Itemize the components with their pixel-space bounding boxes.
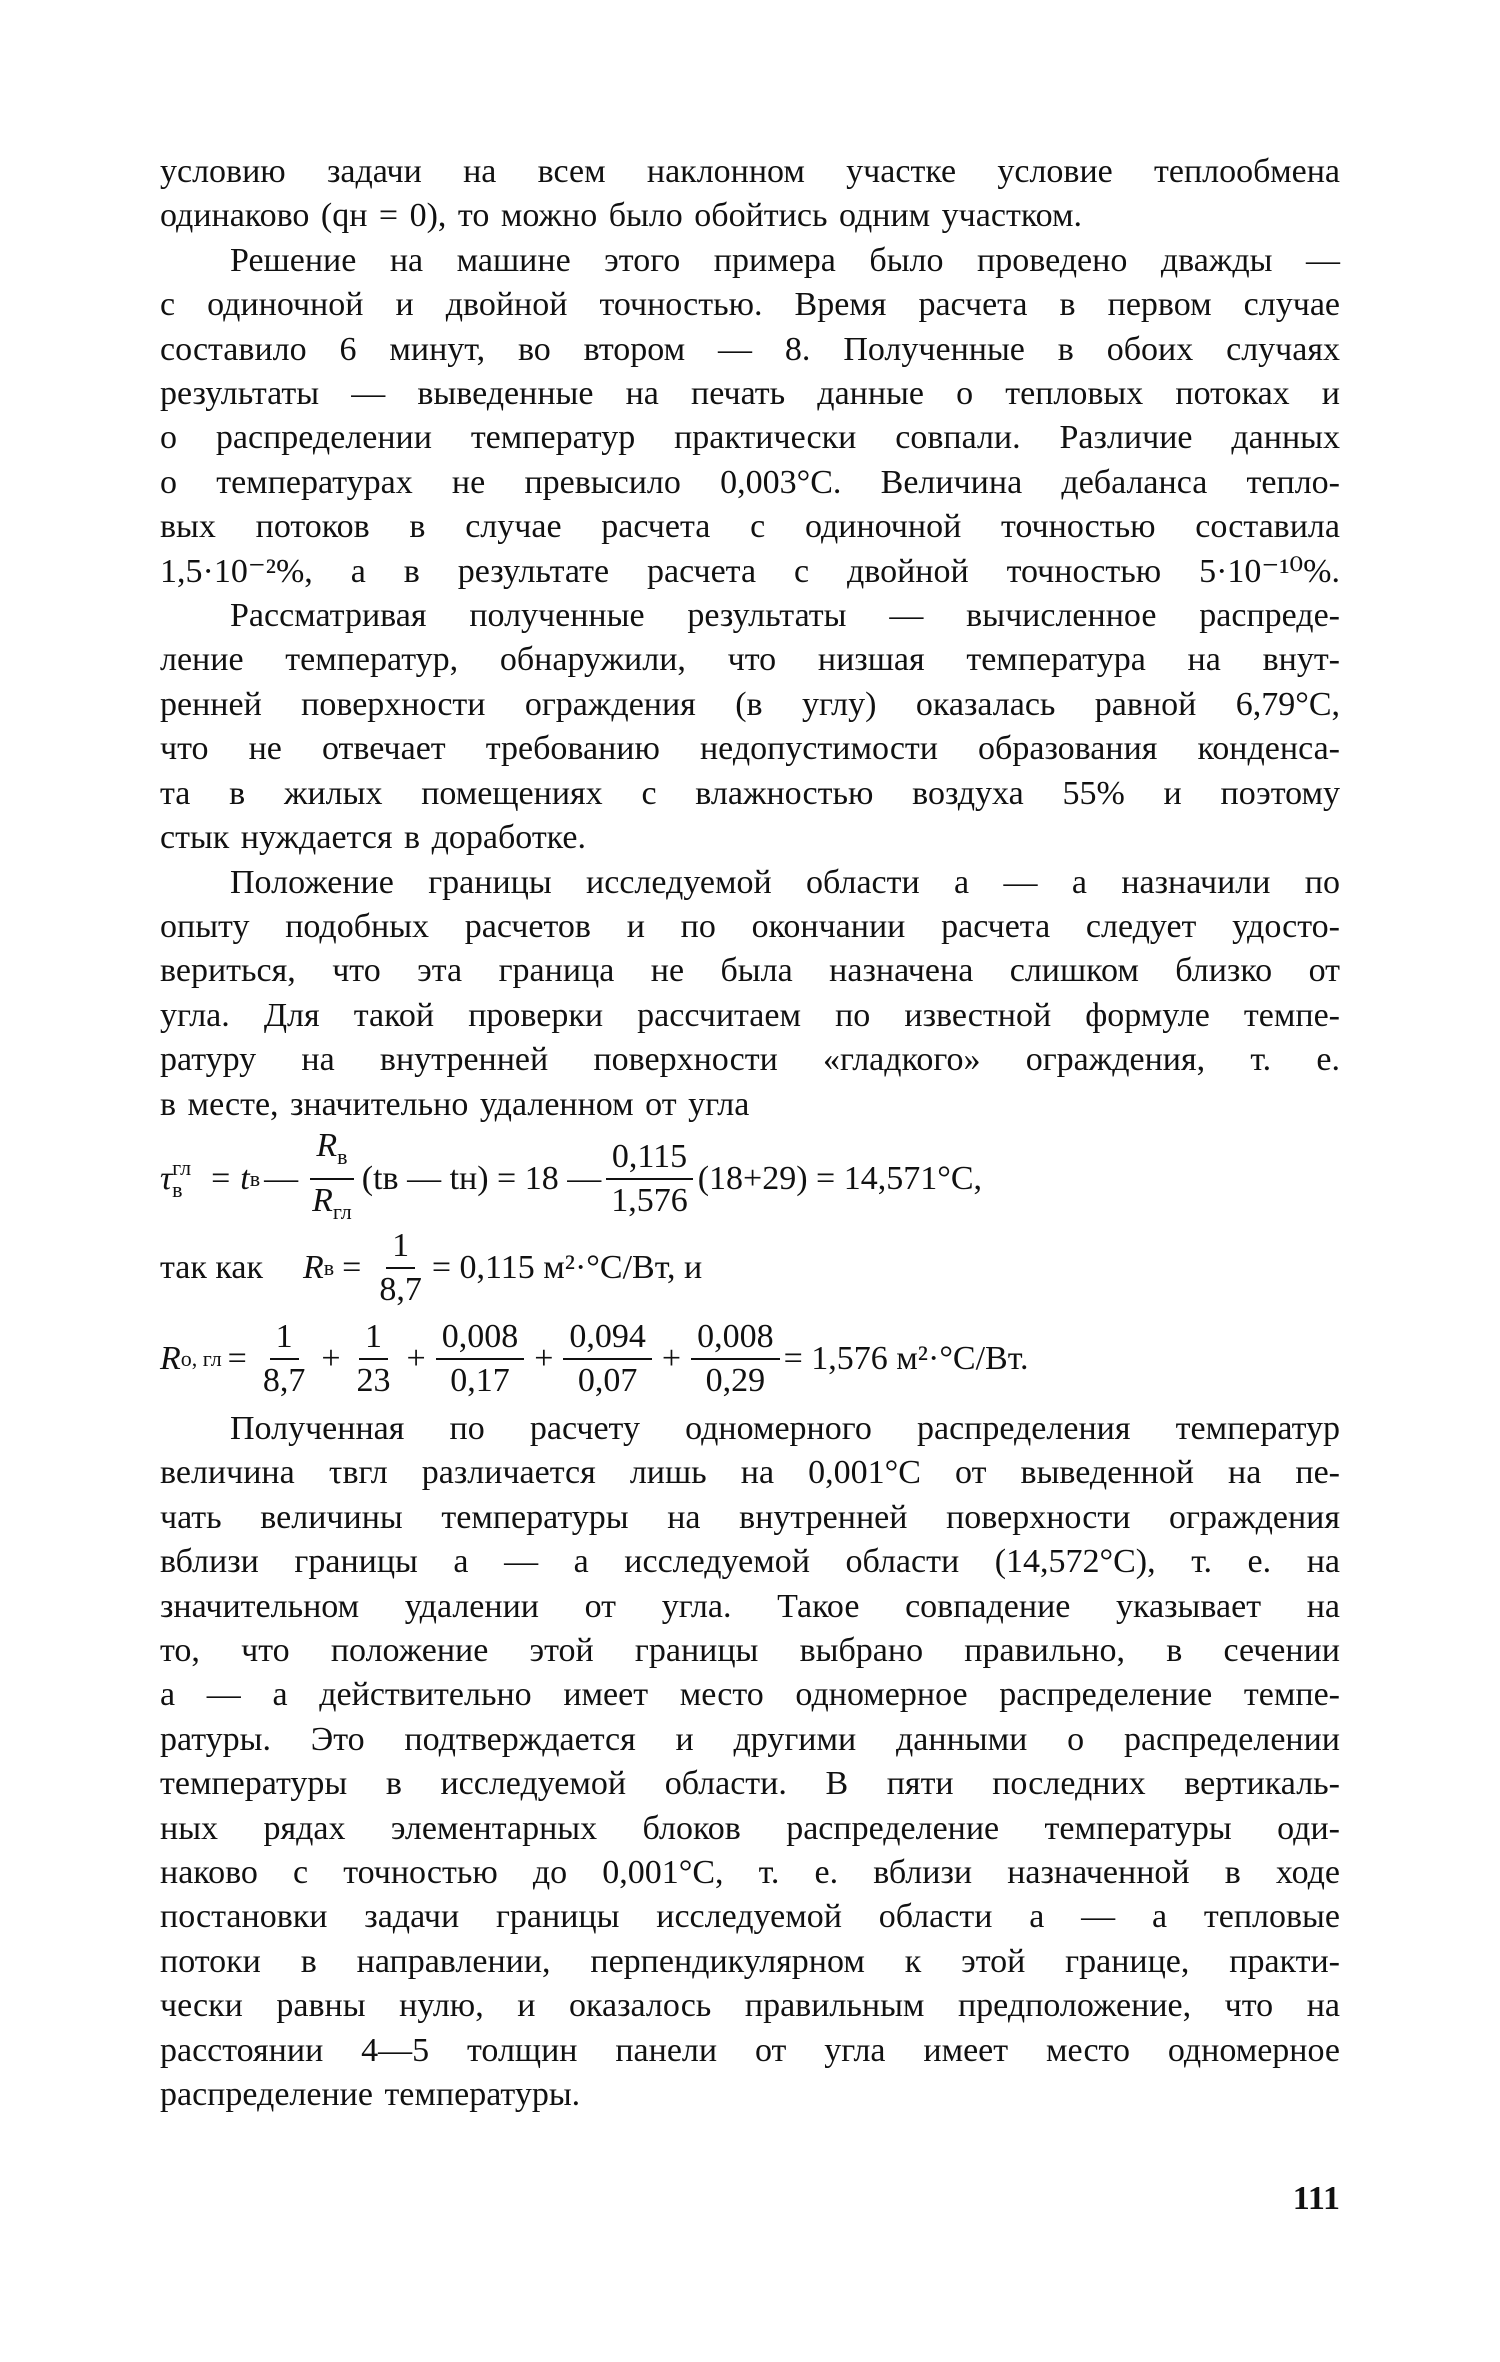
text-line: составило 6 минут, во втором — 8. Полученные в обоих случаях (160, 330, 1340, 368)
text-line: вблизи границы а — а исследуемой области (14,572°С), т. е. на (160, 1543, 1340, 1581)
formula-subscript: в (337, 1143, 348, 1169)
text-line: о температурах не превысило 0,003°С. Величина дебаланса тепло- (160, 463, 1340, 501)
formula-symbol: R (303, 1248, 324, 1286)
text-line: ных рядах элементарных блоков распределение температуры оди- (160, 1809, 1340, 1847)
formula-symbol: t (240, 1159, 250, 1197)
formula-plus: + (661, 1339, 682, 1377)
text-line: потоки в направлении, перпендикулярном к этой границе, практи- (160, 1942, 1340, 1980)
paragraph-1 (160, 150, 1340, 239)
formula-lead-text: так как (160, 1248, 263, 1286)
formula-equals: = (211, 1159, 231, 1197)
fraction-numerator: 0,094 (563, 1318, 652, 1360)
formula-text: = 0,115 м²·°С/Вт, и (431, 1248, 703, 1286)
text-line: постановки задачи границы исследуемой области а — а тепловые (160, 1898, 1340, 1936)
text-line: ратуры. Это подтверждается и другими данными о распределении (160, 1720, 1340, 1758)
text-line: одинаково (qн = 0), то можно было обойтись одним участком. (160, 197, 1082, 235)
fraction-denominator: 8,7 (262, 1361, 306, 1399)
formula-text: = 1,576 м²·°С/Вт. (783, 1339, 1029, 1377)
fraction-numerator: 1 (270, 1318, 299, 1360)
text-line: температуры в исследуемой области. В пяти последних вертикаль- (160, 1765, 1340, 1803)
text-line: а — а действительно имеет место одномерное распределение темпе- (160, 1676, 1340, 1714)
formula-superscript: гл (172, 1154, 192, 1180)
text-line: результаты — выведенные на печать данные о тепловых потоках и (160, 375, 1340, 413)
page-number: 111 (1292, 2180, 1340, 2217)
fraction-denominator: 8,7 (379, 1270, 422, 1308)
fraction-denominator: 23 (356, 1361, 391, 1399)
fraction-denominator: 0,29 (705, 1361, 766, 1399)
formula-plus: + (321, 1339, 341, 1377)
paragraph-3 (160, 594, 1340, 860)
text-line: что не отвечает требованию недопустимости образования конденса- (160, 730, 1340, 768)
formula-fraction (351, 1318, 397, 1400)
page-body (160, 150, 1340, 2117)
formula-equals: = (227, 1339, 247, 1377)
fraction-numerator: 1 (386, 1227, 415, 1269)
formula-fraction (306, 1127, 358, 1231)
paragraph-2 (160, 239, 1340, 594)
text-line: 1,5·10⁻²%, а в результате расчета с двойной точностью 5·10⁻¹⁰%. (160, 552, 1340, 590)
text-line: Решение на машине этого примера было проведено дважды — (230, 241, 1340, 279)
formula-resistance-inner (160, 1225, 1340, 1311)
formula-fraction (257, 1318, 312, 1400)
formula-fraction (373, 1227, 428, 1309)
fraction-numerator: 0,115 (606, 1138, 693, 1180)
text-line: Полученная по расчету одномерного распределения температур (230, 1409, 1340, 1447)
fraction-denominator: 0,07 (577, 1361, 638, 1399)
text-line: чать величины температуры на внутренней поверхности ограждения (160, 1498, 1340, 1536)
formula-subscript: в (172, 1176, 183, 1202)
text-line: опыту подобных расчетов и по окончании расчета следует удосто- (160, 907, 1340, 945)
text-line: ратуру на внутренней поверхности «гладкого» ограждения, т. е. (160, 1041, 1340, 1079)
formula-text: (tв — tн) = 18 — (361, 1159, 602, 1197)
formula-subscript: в (323, 1254, 335, 1280)
text-line: наково с точностью до 0,001°С, т. е. вблизи назначенной в ходе (160, 1854, 1340, 1891)
text-line: условию задачи на всем наклонном участке условие теплообмена (160, 153, 1340, 190)
fraction-numerator: 0,008 (436, 1318, 525, 1360)
text-line: чески равны нулю, и оказалось правильным предположение, что на (160, 1987, 1340, 2025)
formula-plus: + (534, 1339, 554, 1377)
text-line: вериться, что эта граница не была назначена слишком близко от (160, 952, 1340, 990)
text-line: стык нуждается в доработке. (160, 819, 586, 857)
formula-symbol: R (160, 1339, 181, 1377)
text-line: расстоянии 4—5 толщин панели от угла имеет место одномерное (160, 2031, 1340, 2069)
text-line: распределение температуры. (160, 2076, 581, 2114)
formula-fraction (605, 1138, 694, 1220)
formula-subscript: в (249, 1165, 261, 1191)
text-line: Рассматривая полученные результаты — вычисленное распреде- (230, 597, 1340, 635)
fraction-denominator: 1,576 (611, 1181, 688, 1219)
text-line: величина τвгл различается лишь на 0,001°С от выведенной на пе- (160, 1454, 1340, 1492)
text-line: Положение границы исследуемой области а — а назначили по (230, 863, 1340, 901)
fraction-numerator: 0,008 (691, 1318, 780, 1360)
formula-surface-temperature (160, 1126, 1340, 1225)
text-line: с одиночной и двойной точностью. Время расчета в первом случае (160, 286, 1340, 324)
formula-subscript: гл (332, 1198, 352, 1224)
formula-text: (18+29) = 14,571°С, (697, 1159, 983, 1197)
text-line: в месте, значительно удаленном от угла (160, 1085, 750, 1123)
text-line: ренней поверхности ограждения (в углу) оказалась равной 6,79°С, (160, 685, 1340, 723)
text-line: ление температур, обнаружили, что низшая температура на внут- (160, 641, 1340, 679)
formula-resistance-total (160, 1311, 1340, 1407)
formula-equals: = (342, 1248, 362, 1286)
paragraph-5 (160, 1407, 1340, 2118)
formula-fraction (436, 1318, 525, 1400)
formula-fraction (691, 1318, 780, 1400)
text-line: о распределении температур практически совпали. Различие данных (160, 419, 1340, 457)
paragraph-4 (160, 861, 1340, 1127)
fraction-denominator: 0,17 (450, 1361, 510, 1399)
fraction-denominator: R (312, 1181, 333, 1219)
formula-symbol: τ (160, 1159, 173, 1197)
fraction-numerator: 1 (359, 1318, 388, 1360)
formula-subscript: о, гл (180, 1345, 222, 1371)
formula-minus: — (264, 1159, 299, 1197)
text-line: вых потоков в случае расчета с одиночной точностью составила (160, 508, 1340, 546)
text-line: значительном удалении от угла. Такое совпадение указывает на (160, 1587, 1340, 1625)
text-line: угла. Для такой проверки рассчитаем по известной формуле темпе- (160, 996, 1340, 1034)
text-line: та в жилых помещениях с влажностью воздуха 55% и поэтому (160, 774, 1340, 812)
text-line: то, что положение этой границы выбрано правильно, в сечении (160, 1631, 1340, 1669)
fraction-numerator: R (316, 1126, 338, 1164)
formula-plus: + (406, 1339, 426, 1377)
formula-fraction (563, 1318, 652, 1400)
